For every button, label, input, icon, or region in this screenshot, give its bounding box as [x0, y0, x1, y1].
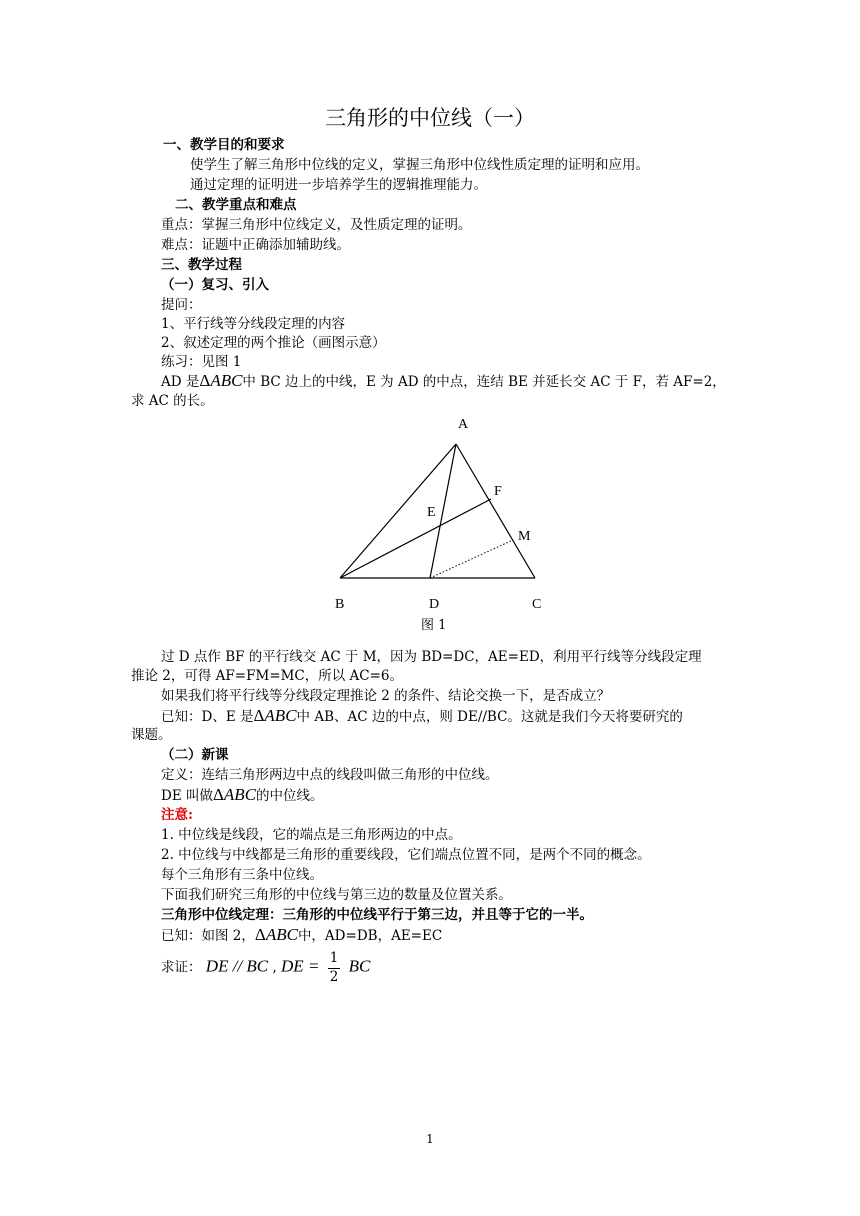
section-1-line-2: 通过定理的证明进一步培养学生的逻辑推理能力。	[190, 177, 487, 193]
prove-equal: DE =	[281, 956, 320, 976]
given-post: 中，AD=DB，AE=EC	[297, 928, 443, 944]
side-ab	[340, 444, 456, 578]
de-statement	[161, 786, 324, 805]
figure-caption: 图 1	[421, 618, 447, 633]
note-4: 下面我们研究三角形的中位线与第三边的数量及位置关系。	[161, 887, 512, 903]
section-1-line-1: 使学生了解三角形中位线的定义，掌握三角形中位线性质定理的证明和应用。	[190, 157, 649, 173]
solution-line-2: 推论 2，可得 AF=FM=MC，所以 AC=6。	[131, 668, 404, 684]
note-3: 每个三角形有三条中位线。	[161, 867, 323, 883]
solution-line-1: 过 D 点作 BF 的平行线交 AC 于 M，因为 BD=DC，AE=ED，利用平行线等分线段定理	[161, 649, 702, 665]
known-statement	[161, 707, 683, 726]
known-line-2: 课题。	[131, 727, 172, 743]
exercise-ref: 练习：见图 1	[161, 354, 242, 370]
label-d: D	[429, 597, 440, 612]
fraction-denominator: 2	[329, 968, 339, 985]
note-1: 1. 中位线是线段，它的端点是三角形两边的中点。	[161, 827, 462, 843]
section-2-line-2: 难点：证题中正确添加辅助线。	[161, 237, 350, 253]
section-2-heading: 二、教学重点和难点	[175, 197, 297, 213]
triangle-abc-math: ΔABC	[253, 706, 297, 725]
note-2: 2. 中位线与中线都是三角形的重要线段，它们端点位置不同，是两个不同的概念。	[161, 847, 651, 863]
note-heading: 注意:	[161, 807, 193, 823]
question-2: 2、叙述定理的两个推论（画图示意）	[161, 335, 386, 351]
prove-parallel: DE // BC	[205, 956, 269, 976]
one-half-fraction	[328, 952, 341, 984]
theorem-statement: 三角形中位线定理：三角形的中位线平行于第三边，并且等于它的一半。	[161, 907, 593, 923]
label-b: B	[335, 597, 345, 612]
section-2-line-1: 重点：掌握三角形中位线定义，及性质定理的证明。	[161, 217, 472, 233]
exercise-line-2: 求 AC 的长。	[131, 393, 214, 409]
triangle-abc-math: ΔABC	[254, 925, 298, 944]
known-post: 中 AB、AC 边的中点，则 DE//BC。这就是我们今天将要研究的	[296, 709, 683, 725]
triangle-abc-math: ΔABC	[199, 371, 243, 390]
fraction-numerator: 1	[328, 952, 341, 969]
exercise-pre: AD 是	[161, 374, 200, 390]
dotted-dm	[430, 540, 513, 578]
known-pre: 已知：D、E 是	[161, 709, 254, 725]
label-c: C	[532, 597, 542, 612]
de-post: 的中位线。	[256, 788, 324, 804]
converse-question: 如果我们将平行线等分线段定理推论 2 的条件、结论交换一下，是否成立？	[161, 688, 611, 704]
page-number: 1	[426, 1132, 434, 1146]
given-statement	[161, 926, 442, 945]
section-3-heading: 三、教学过程	[161, 257, 242, 273]
given-pre: 已知：如图 2，	[161, 928, 255, 944]
de-pre: DE 叫做	[161, 788, 213, 804]
subsection-2-heading: （二）新课	[161, 747, 229, 763]
subsection-1-heading: （一）复习、引入	[161, 277, 269, 293]
section-1-heading: 一、教学目的和要求	[163, 137, 285, 153]
label-m: M	[518, 529, 531, 544]
prove-statement: 求证： DE // BC , DE = $\frac{1}{2}$ BC	[161, 950, 371, 985]
prove-bc: BC	[348, 956, 371, 976]
prove-label: 求证：	[161, 959, 202, 976]
figure-1-triangle	[320, 410, 560, 640]
question-prompt: 提问：	[161, 297, 202, 313]
exercise-text	[161, 372, 726, 391]
triangle-abc-math: ΔABC	[212, 785, 257, 804]
exercise-post: 中 BC 边上的中线，E 为 AD 的中点，连结 BE 并延长交 AC 于 F，若 AF=2，	[242, 374, 726, 390]
line-bf	[340, 499, 491, 578]
question-1: 1、平行线等分线段定理的内容	[161, 316, 346, 332]
label-f: F	[494, 484, 502, 499]
definition-text: 定义：连结三角形两边中点的线段叫做三角形的中位线。	[161, 767, 499, 783]
page-title: 三角形的中位线（一）	[325, 106, 535, 130]
label-a: A	[458, 417, 469, 432]
label-e: E	[427, 505, 436, 520]
